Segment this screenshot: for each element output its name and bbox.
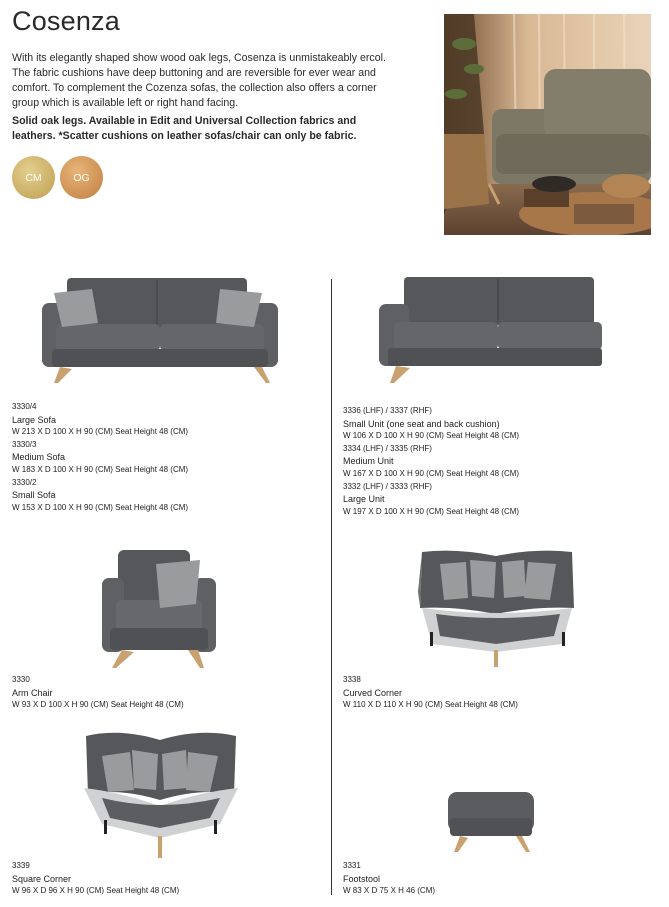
product-dims: W 183 X D 100 X H 90 (CM) Seat Height 48 (CM) bbox=[12, 464, 189, 474]
product-dims: W 197 X D 100 X H 90 (CM) Seat Height 48 (CM) bbox=[343, 506, 520, 516]
square-corner-image bbox=[80, 728, 242, 862]
corner-unit-image bbox=[378, 276, 604, 384]
product-code: 3338 bbox=[343, 675, 361, 684]
product-dims: W 167 X D 100 X H 90 (CM) Seat Height 48 (CM) bbox=[343, 468, 520, 478]
availability-note: Solid oak legs. Available in Edit and Universal Collection fabrics and leathers. *Scatter cushions on leather sofas/chair can only be fabric. bbox=[12, 115, 357, 142]
product-name: Curved Corner bbox=[343, 687, 403, 698]
product-dims: W 93 X D 100 X H 90 (CM) Seat Height 48 (CM) bbox=[12, 700, 184, 710]
product-dims: W 213 X D 100 X H 90 (CM) Seat Height 48 (CM) bbox=[12, 427, 189, 437]
sofa-specs bbox=[12, 401, 188, 514]
arm-chair-image bbox=[100, 548, 218, 670]
product-code: 3336 (LHF) / 3337 (RHF) bbox=[343, 406, 432, 415]
product-name: Medium Unit bbox=[343, 456, 394, 467]
product-code: 3330 bbox=[12, 675, 30, 684]
armchair-specs bbox=[12, 674, 184, 712]
product-name: Large Unit bbox=[343, 494, 385, 505]
product-name: Small Sofa bbox=[12, 490, 56, 501]
footstool-image bbox=[446, 790, 538, 854]
unit-specs bbox=[343, 405, 519, 518]
product-name: Small Unit (one seat and back cushion) bbox=[343, 418, 500, 429]
product-dims: W 106 X D 100 X H 90 (CM) Seat Height 48 (CM) bbox=[343, 431, 520, 441]
intro-paragraph: With its elegantly shaped show wood oak legs, Cosenza is unmistakeably ercol. The fabric cushions have deep buttoning and are reversible for ever wear and comfort. To complement the Cozenza sofas, the collection also offers a corner group which is available left or right hand facing. bbox=[12, 52, 386, 109]
lifestyle-photo bbox=[444, 14, 651, 235]
swatch-og bbox=[60, 156, 103, 199]
curved-corner-specs bbox=[343, 674, 518, 712]
product-dims: W 83 X D 75 X H 46 (CM) bbox=[343, 886, 436, 896]
column-divider bbox=[331, 279, 332, 895]
product-code: 3334 (LHF) / 3335 (RHF) bbox=[343, 443, 432, 453]
product-dims: W 96 X D 96 X H 90 (CM) Seat Height 48 (CM) bbox=[12, 886, 180, 896]
product-name: Square Corner bbox=[12, 873, 72, 884]
product-dims: W 110 X D 110 X H 90 (CM) Seat Height 48 (CM) bbox=[343, 700, 518, 710]
curved-corner-image bbox=[416, 548, 578, 670]
product-code: 3330/3 bbox=[12, 439, 37, 449]
product-code: 3330/2 bbox=[12, 477, 37, 487]
product-name: Large Sofa bbox=[12, 414, 57, 425]
product-name: Medium Sofa bbox=[12, 452, 66, 463]
product-dims: W 153 X D 100 X H 90 (CM) Seat Height 48 (CM) bbox=[12, 502, 189, 512]
swatch-cm-label: CM bbox=[25, 171, 42, 184]
square-corner-specs bbox=[12, 860, 179, 898]
product-code: 3332 (LHF) / 3333 (RHF) bbox=[343, 481, 432, 491]
product-name: Footstool bbox=[343, 873, 381, 884]
product-name: Arm Chair bbox=[12, 687, 53, 698]
swatch-cm bbox=[12, 156, 55, 199]
product-code: 3331 bbox=[343, 861, 361, 870]
swatch-og-label: OG bbox=[73, 171, 90, 184]
large-sofa-image bbox=[40, 277, 280, 385]
page-title: Cosenza bbox=[12, 6, 120, 36]
product-code: 3339 bbox=[12, 861, 30, 870]
footstool-specs bbox=[343, 860, 435, 898]
product-code: 3330/4 bbox=[12, 402, 37, 411]
